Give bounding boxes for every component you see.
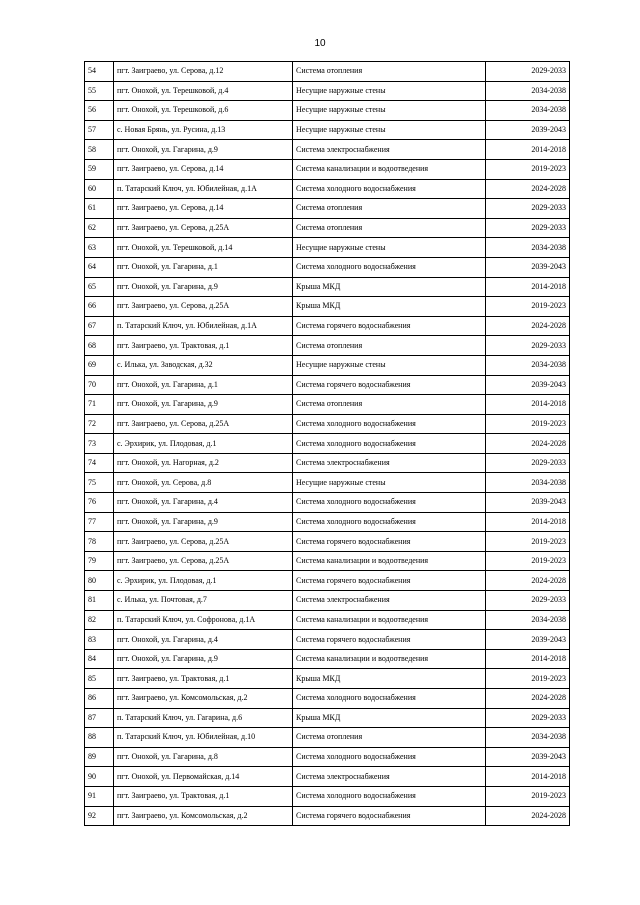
address-cell: с. Илька, ул. Почтовая, д.7 [114, 591, 293, 611]
period-cell: 2039-2043 [486, 257, 570, 277]
period-cell: 2034-2038 [486, 81, 570, 101]
system-cell: Крыша МКД [293, 669, 486, 689]
period-cell: 2029-2033 [486, 218, 570, 238]
period-cell: 2024-2028 [486, 179, 570, 199]
table-row [85, 140, 570, 160]
table-row [85, 571, 570, 591]
period-cell: 2019-2023 [486, 669, 570, 689]
address-cell: пгт. Заиграево, ул. Серова, д.14 [114, 159, 293, 179]
address-cell: п. Татарский Ключ, ул. Юбилейная, д.1А [114, 316, 293, 336]
period-cell: 2024-2028 [486, 689, 570, 709]
system-cell: Система канализации и водоотведения [293, 649, 486, 669]
table-row [85, 767, 570, 787]
address-cell: с. Эрхирик, ул. Плодовая, д.1 [114, 571, 293, 591]
period-cell: 2024-2028 [486, 434, 570, 454]
row-number-cell: 56 [85, 101, 114, 121]
row-number-cell: 92 [85, 806, 114, 826]
row-number-cell: 77 [85, 512, 114, 532]
table-row [85, 630, 570, 650]
row-number-cell: 86 [85, 689, 114, 709]
row-number-cell: 80 [85, 571, 114, 591]
row-number-cell: 55 [85, 81, 114, 101]
table-row [85, 395, 570, 415]
address-cell: пгт. Заиграево, ул. Серова, д.25А [114, 218, 293, 238]
table-row [85, 512, 570, 532]
system-cell: Система отопления [293, 728, 486, 748]
table-row [85, 375, 570, 395]
table-row [85, 297, 570, 317]
period-cell: 2034-2038 [486, 238, 570, 258]
address-cell: п. Татарский Ключ, ул. Юбилейная, д.10 [114, 728, 293, 748]
row-number-cell: 65 [85, 277, 114, 297]
address-cell: пгт. Онохой, ул. Гагарина, д.9 [114, 512, 293, 532]
table-row [85, 669, 570, 689]
table-body [85, 62, 570, 826]
system-cell: Система электроснабжения [293, 591, 486, 611]
period-cell: 2014-2018 [486, 140, 570, 160]
address-cell: с. Илька, ул. Заводская, д.32 [114, 355, 293, 375]
system-cell: Крыша МКД [293, 297, 486, 317]
table-row [85, 257, 570, 277]
row-number-cell: 59 [85, 159, 114, 179]
table-row [85, 786, 570, 806]
address-cell: п. Татарский Ключ, ул. Софроновa, д.1А [114, 610, 293, 630]
period-cell: 2039-2043 [486, 493, 570, 513]
address-cell: с. Новая Брянь, ул. Русина, д.13 [114, 120, 293, 140]
system-cell: Система холодного водоснабжения [293, 689, 486, 709]
period-cell: 2034-2038 [486, 728, 570, 748]
period-cell: 2029-2033 [486, 453, 570, 473]
table-row [85, 747, 570, 767]
row-number-cell: 91 [85, 786, 114, 806]
address-cell: п. Татарский Ключ, ул. Гагарина, д.6 [114, 708, 293, 728]
table-row [85, 591, 570, 611]
row-number-cell: 85 [85, 669, 114, 689]
table-row [85, 473, 570, 493]
row-number-cell: 84 [85, 649, 114, 669]
system-cell: Система горячего водоснабжения [293, 316, 486, 336]
table-row [85, 238, 570, 258]
system-cell: Система отопления [293, 336, 486, 356]
address-cell: пгт. Онохой, ул. Гагарина, д.9 [114, 140, 293, 160]
table-row [85, 414, 570, 434]
period-cell: 2029-2033 [486, 591, 570, 611]
address-cell: пгт. Заиграево, ул. Серова, д.25А [114, 551, 293, 571]
row-number-cell: 83 [85, 630, 114, 650]
system-cell: Система канализации и водоотведения [293, 610, 486, 630]
address-cell: пгт. Заиграево, ул. Трактовая, д.1 [114, 336, 293, 356]
address-cell: пгт. Онохой, ул. Терешковой, д.4 [114, 81, 293, 101]
row-number-cell: 63 [85, 238, 114, 258]
address-cell: пгт. Онохой, ул. Гагарина, д.4 [114, 493, 293, 513]
address-cell: пгт. Онохой, ул. Нагорная, д.2 [114, 453, 293, 473]
address-cell: пгт. Заиграево, ул. Комсомольская, д.2 [114, 689, 293, 709]
address-cell: пгт. Онохой, ул. Серова, д.8 [114, 473, 293, 493]
period-cell: 2024-2028 [486, 571, 570, 591]
row-number-cell: 54 [85, 62, 114, 82]
table-row [85, 179, 570, 199]
table-row [85, 218, 570, 238]
row-number-cell: 73 [85, 434, 114, 454]
address-cell: пгт. Онохой, ул. Гагарина, д.9 [114, 649, 293, 669]
period-cell: 2014-2018 [486, 649, 570, 669]
address-cell: пгт. Онохой, ул. Терешковой, д.14 [114, 238, 293, 258]
system-cell: Система электроснабжения [293, 140, 486, 160]
row-number-cell: 74 [85, 453, 114, 473]
system-cell: Система горячего водоснабжения [293, 806, 486, 826]
period-cell: 2014-2018 [486, 767, 570, 787]
period-cell: 2029-2033 [486, 708, 570, 728]
period-cell: 2014-2018 [486, 395, 570, 415]
address-cell: пгт. Заиграево, ул. Трактовая, д.1 [114, 669, 293, 689]
system-cell: Система канализации и водоотведения [293, 551, 486, 571]
system-cell: Несущие наружные стены [293, 355, 486, 375]
system-cell: Система электроснабжения [293, 453, 486, 473]
system-cell: Система горячего водоснабжения [293, 630, 486, 650]
period-cell: 2019-2023 [486, 297, 570, 317]
address-cell: пгт. Онохой, ул. Гагарина, д.1 [114, 257, 293, 277]
table-row [85, 81, 570, 101]
table-row [85, 316, 570, 336]
row-number-cell: 87 [85, 708, 114, 728]
row-number-cell: 78 [85, 532, 114, 552]
system-cell: Система холодного водоснабжения [293, 493, 486, 513]
address-cell: пгт. Заиграево, ул. Серова, д.25А [114, 297, 293, 317]
system-cell: Несущие наружные стены [293, 238, 486, 258]
row-number-cell: 68 [85, 336, 114, 356]
system-cell: Система отопления [293, 199, 486, 219]
address-cell: пгт. Онохой, ул. Гагарина, д.4 [114, 630, 293, 650]
system-cell: Крыша МКД [293, 708, 486, 728]
system-cell: Несущие наружные стены [293, 81, 486, 101]
period-cell: 2029-2033 [486, 336, 570, 356]
table-row [85, 806, 570, 826]
table-row [85, 101, 570, 121]
address-cell: пгт. Заиграево, ул. Комсомольская, д.2 [114, 806, 293, 826]
period-cell: 2029-2033 [486, 62, 570, 82]
system-cell: Система холодного водоснабжения [293, 434, 486, 454]
address-cell: пгт. Заиграево, ул. Серова, д.25А [114, 532, 293, 552]
row-number-cell: 61 [85, 199, 114, 219]
address-cell: пгт. Заиграево, ул. Серова, д.12 [114, 62, 293, 82]
period-cell: 2019-2023 [486, 551, 570, 571]
system-cell: Система электроснабжения [293, 767, 486, 787]
row-number-cell: 58 [85, 140, 114, 160]
table-row [85, 120, 570, 140]
page-number: 10 [314, 38, 326, 49]
row-number-cell: 72 [85, 414, 114, 434]
row-number-cell: 67 [85, 316, 114, 336]
system-cell: Система холодного водоснабжения [293, 512, 486, 532]
table-row [85, 493, 570, 513]
system-cell: Система горячего водоснабжения [293, 375, 486, 395]
table-row [85, 336, 570, 356]
table-row [85, 551, 570, 571]
system-cell: Система холодного водоснабжения [293, 747, 486, 767]
period-cell: 2014-2018 [486, 512, 570, 532]
period-cell: 2019-2023 [486, 786, 570, 806]
system-cell: Система отопления [293, 62, 486, 82]
table-row [85, 708, 570, 728]
table-row [85, 277, 570, 297]
period-cell: 2034-2038 [486, 473, 570, 493]
row-number-cell: 81 [85, 591, 114, 611]
system-cell: Система горячего водоснабжения [293, 532, 486, 552]
address-cell: пгт. Заиграево, ул. Серова, д.14 [114, 199, 293, 219]
system-cell: Несущие наружные стены [293, 120, 486, 140]
row-number-cell: 90 [85, 767, 114, 787]
row-number-cell: 70 [85, 375, 114, 395]
period-cell: 2039-2043 [486, 120, 570, 140]
period-cell: 2019-2023 [486, 532, 570, 552]
address-cell: с. Эрхирик, ул. Плодовая, д.1 [114, 434, 293, 454]
row-number-cell: 79 [85, 551, 114, 571]
table-row [85, 355, 570, 375]
row-number-cell: 71 [85, 395, 114, 415]
period-cell: 2039-2043 [486, 747, 570, 767]
row-number-cell: 76 [85, 493, 114, 513]
address-cell: п. Татарский Ключ, ул. Юбилейная, д.1А [114, 179, 293, 199]
row-number-cell: 69 [85, 355, 114, 375]
period-cell: 2019-2023 [486, 414, 570, 434]
period-cell: 2029-2033 [486, 199, 570, 219]
system-cell: Крыша МКД [293, 277, 486, 297]
table-row [85, 610, 570, 630]
period-cell: 2034-2038 [486, 355, 570, 375]
table-row [85, 199, 570, 219]
system-cell: Система отопления [293, 395, 486, 415]
period-cell: 2019-2023 [486, 159, 570, 179]
table-row [85, 434, 570, 454]
system-cell: Несущие наружные стены [293, 473, 486, 493]
row-number-cell: 60 [85, 179, 114, 199]
row-number-cell: 88 [85, 728, 114, 748]
capital-repair-table [84, 61, 570, 826]
address-cell: пгт. Онохой, ул. Гагарина, д.1 [114, 375, 293, 395]
table-row [85, 159, 570, 179]
system-cell: Система холодного водоснабжения [293, 786, 486, 806]
address-cell: пгт. Заиграево, ул. Серова, д.25А [114, 414, 293, 434]
system-cell: Система канализации и водоотведения [293, 159, 486, 179]
row-number-cell: 64 [85, 257, 114, 277]
row-number-cell: 75 [85, 473, 114, 493]
period-cell: 2039-2043 [486, 630, 570, 650]
address-cell: пгт. Онохой, ул. Первомайская, д.14 [114, 767, 293, 787]
address-cell: пгт. Онохой, ул. Гагарина, д.9 [114, 395, 293, 415]
system-cell: Система холодного водоснабжения [293, 179, 486, 199]
period-cell: 2039-2043 [486, 375, 570, 395]
table-row [85, 453, 570, 473]
period-cell: 2034-2038 [486, 610, 570, 630]
row-number-cell: 66 [85, 297, 114, 317]
row-number-cell: 89 [85, 747, 114, 767]
system-cell: Система горячего водоснабжения [293, 571, 486, 591]
table-row [85, 62, 570, 82]
address-cell: пгт. Онохой, ул. Гагарина, д.8 [114, 747, 293, 767]
table-row [85, 689, 570, 709]
system-cell: Система холодного водоснабжения [293, 414, 486, 434]
address-cell: пгт. Заиграево, ул. Трактовая, д.1 [114, 786, 293, 806]
address-cell: пгт. Онохой, ул. Терешковой, д.6 [114, 101, 293, 121]
row-number-cell: 57 [85, 120, 114, 140]
period-cell: 2034-2038 [486, 101, 570, 121]
system-cell: Система отопления [293, 218, 486, 238]
table-row [85, 728, 570, 748]
system-cell: Система холодного водоснабжения [293, 257, 486, 277]
period-cell: 2014-2018 [486, 277, 570, 297]
table-row [85, 532, 570, 552]
address-cell: пгт. Онохой, ул. Гагарина, д.9 [114, 277, 293, 297]
system-cell: Несущие наружные стены [293, 101, 486, 121]
row-number-cell: 62 [85, 218, 114, 238]
row-number-cell: 82 [85, 610, 114, 630]
period-cell: 2024-2028 [486, 806, 570, 826]
table-row [85, 649, 570, 669]
period-cell: 2024-2028 [486, 316, 570, 336]
